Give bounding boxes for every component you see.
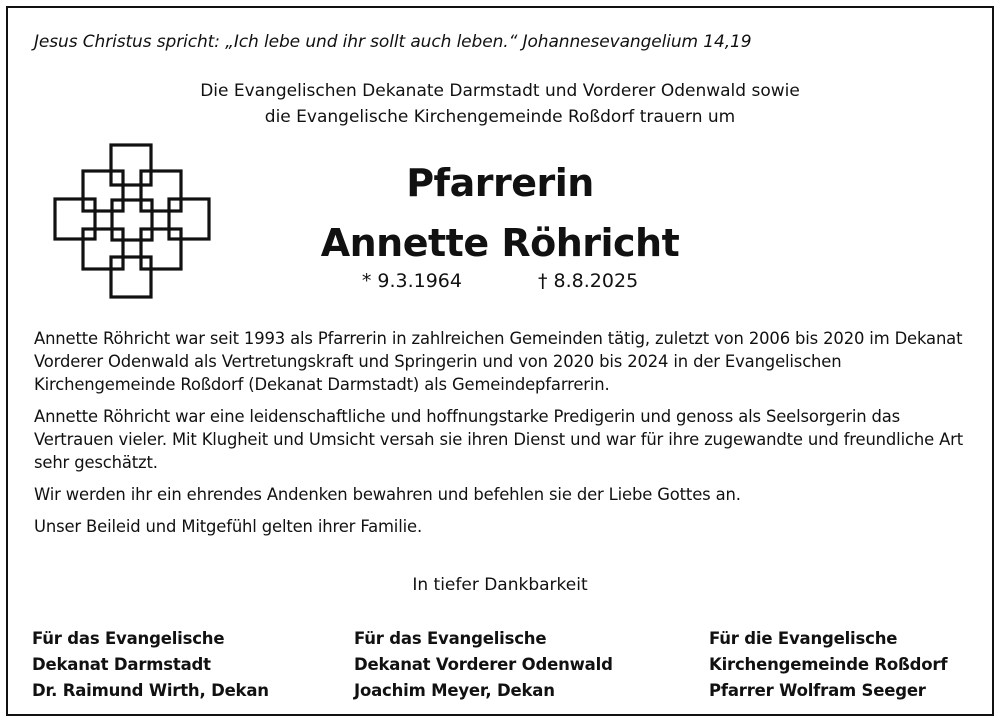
closing-line: In tiefer Dankbarkeit <box>412 575 588 595</box>
intro-text <box>0 78 1000 130</box>
title-name: Annette Röhricht <box>320 221 680 265</box>
signature-name: Joachim Meyer, Dekan <box>354 681 555 700</box>
paragraph: Annette Röhricht war eine leidenschaftliche und hoffnungstarke Predigerin und genoss als Seelsorgerin das Vertrauen vieler. Mit Klugheit und Umsicht versah sie ihren Dienst und war für ihre zugewandte und freundliche Art sehr geschätzt. <box>34 407 964 472</box>
signature-line: Für das Evangelische <box>354 629 547 648</box>
signature-block <box>32 626 269 704</box>
signature-block <box>354 626 613 704</box>
signature-block <box>709 626 947 704</box>
birth-date: * 9.3.1964 <box>361 270 462 292</box>
name-heading <box>0 153 1000 273</box>
bible-quote: Jesus Christus spricht: „Ich lebe und ihr sollt auch leben.“ Johannesevangelium 14,19 <box>34 32 752 52</box>
signature-line: Dekanat Darmstadt <box>32 655 211 674</box>
title-role: Pfarrerin <box>406 161 594 205</box>
paragraph: Wir werden ihr ein ehrendes Andenken bewahren und befehlen sie der Liebe Gottes an. <box>34 485 741 504</box>
life-dates <box>0 270 1000 292</box>
signature-line: Kirchengemeinde Roßdorf <box>709 655 948 674</box>
signature-line: Dekanat Vorderer Odenwald <box>354 655 613 674</box>
intro-line: die Evangelische Kirchengemeinde Roßdorf trauern um <box>264 107 736 127</box>
paragraph: Annette Röhricht war seit 1993 als Pfarrerin in zahlreichen Gemeinden tätig, zuletzt von 2006 bis 2020 im Dekanat Vorderer Odenwald als Vertretungskraft und Springerin und von 2020 bis 2024 in der Evangelischen Kirchengemeinde Roßdorf (Dekanat Darmstadt) als Gemeindepfarrerin. <box>34 329 963 394</box>
signature-line: Für das Evangelische <box>32 629 225 648</box>
signature-line: Für die Evangelische <box>709 629 898 648</box>
intro-line: Die Evangelischen Dekanate Darmstadt und Vorderer Odenwald sowie <box>200 81 800 101</box>
death-date: † 8.8.2025 <box>538 270 639 292</box>
paragraph: Unser Beileid und Mitgefühl gelten ihrer Familie. <box>34 517 423 536</box>
signature-name: Pfarrer Wolfram Seeger <box>709 681 926 700</box>
signature-name: Dr. Raimund Wirth, Dekan <box>32 681 269 700</box>
obituary-text <box>34 327 974 547</box>
